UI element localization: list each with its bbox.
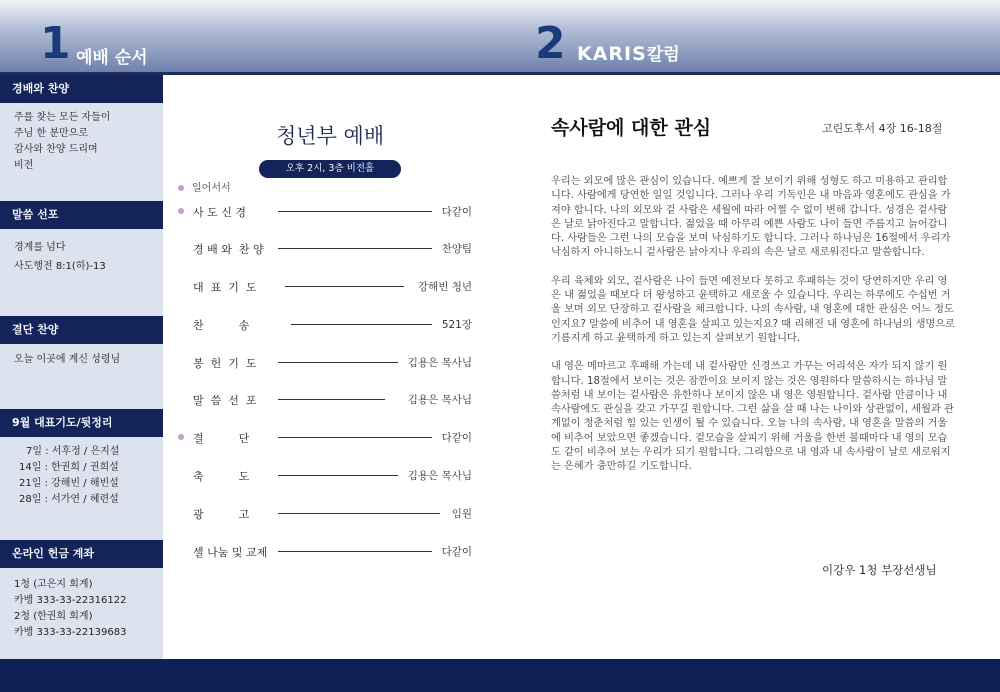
order-leader-line — [278, 513, 440, 514]
list-item: 카뱅 333-33-22316122 — [14, 595, 127, 606]
service-time-badge: 오후 2시, 3층 비전홀 — [259, 160, 401, 178]
list-item: 경계를 넘다 — [14, 242, 66, 253]
bullet-icon — [178, 208, 184, 214]
sidebar-decision-list — [14, 352, 120, 368]
bullet-icon — [178, 185, 184, 191]
footer-band — [0, 659, 1000, 692]
order-leader: 다같이 — [441, 432, 472, 444]
section-1-title: 예배 순서 — [76, 48, 148, 68]
order-leader-line — [278, 362, 398, 363]
order-label: 말 씀 선 포 — [193, 394, 257, 407]
order-label: 결 단 — [193, 432, 250, 445]
order-label: 경 배 와 찬 양 — [193, 243, 264, 256]
sidebar-praise-list — [14, 110, 110, 174]
sidebar-heading-praise: 경배와 찬양 — [0, 75, 163, 103]
list-item: 비전 — [14, 160, 34, 171]
column-paragraph: 우리는 외모에 많은 관심이 있습니다. 예쁘게 잘 보이기 위해 성형도 하고 미용하고 관리합니다. 사람에게 당연한 일일 것입니다. 그러나 우리 기독인은 내 마음과 영혼에도 관심을 가져야 합니다. 나의 외모와 겉 사람은 세월에 따라 어쩔 수 없이 변해 갑니다. 성경은 겉사람은 날로 낡아진다고 말합니다. 젊었을 때 아무리 예쁜 사람도 나이 들면 주름지고 늙어갑니다. 사람들은 그런 나의 모습을 보며 낙심하기도 합니다. 그러나 하나님은 16절에서 우리가 낙심하지 아니하노니 겉사람은 낡아지나 우리의 속은 날로 새로워진다고 말씀합니다. — [551, 176, 951, 259]
order-label: 사 도 신 경 — [193, 206, 246, 219]
list-item: 카뱅 333-33-22139683 — [14, 627, 127, 638]
order-leader: 다같이 — [441, 206, 472, 218]
sidebar-offering-list — [14, 577, 126, 641]
section-2-title — [577, 40, 680, 65]
column-body — [551, 175, 956, 489]
order-leader: 찬양팀 — [441, 243, 472, 255]
column-author: 이강우 1청 부장선생님 — [822, 563, 937, 577]
list-item: 28일 : 서가연 / 혜련설 — [19, 494, 119, 505]
order-leader: 다같이 — [441, 546, 472, 558]
order-label: 대 표 기 도 — [193, 281, 257, 294]
column-paragraph: 우리 육체와 외모, 겉사람은 나이 들면 예전보다 못하고 후패하는 것이 당연하지만 우리 영은 내 젊었을 때보다 더 왕성하고 윤택하고 새로울 수 있습니다. 우리는 하루에도 수십번 거울 보며 외모 단장하고 겉사람을 체크합니다. 나의 속사람, 내 영혼에 대한 관심은 어느 정도인지요? 말씀에 비추어 내 영혼을 살피고 있는지요? 때 리해진 내 영혼에 하나님의 생명으로 기름지게 하고 윤택하게 하고 있는지 살펴보기 원합니다. — [551, 275, 955, 344]
section-1-number: 1 — [40, 18, 71, 69]
order-leader: 임원 — [451, 508, 472, 520]
order-label: 축 도 — [193, 470, 250, 483]
sidebar-heading-decision: 결단 찬양 — [0, 316, 163, 344]
section-2-number: 2 — [535, 18, 566, 69]
stand-note — [178, 179, 231, 194]
bullet-icon — [178, 434, 184, 440]
list-item: 7일 : 서후정 / 은지설 — [26, 446, 120, 457]
section-2-title-ko: 칼럼 — [646, 45, 680, 65]
order-leader-line — [278, 551, 432, 552]
column-reference: 고린도후서 4장 16-18절 — [822, 122, 943, 135]
order-leader-line — [278, 475, 398, 476]
column-title: 속사람에 대한 관심 — [551, 117, 712, 139]
list-item: 사도행전 8:1(하)-13 — [14, 261, 106, 272]
sidebar-heading-prayer: 9월 대표기도/뒷정리 — [0, 409, 163, 437]
order-leader: 521장 — [441, 319, 472, 331]
sidebar-heading-word: 말씀 선포 — [0, 201, 163, 229]
list-item: 오늘 이곳에 계신 성령님 — [14, 354, 121, 365]
sidebar-prayer-list — [16, 444, 119, 508]
list-item: 1청 (고은지 회계) — [14, 579, 93, 590]
order-leader: 김용은 목사님 — [407, 357, 472, 369]
section-2-title-en: KARIS — [577, 43, 647, 65]
order-leader-line — [285, 286, 404, 287]
list-item: 감사와 찬양 드리며 — [14, 144, 98, 155]
list-item: 21일 : 강해빈 / 해빈설 — [19, 478, 119, 489]
column-paragraph: 내 영은 메마르고 후패해 가는데 내 겉사람만 신경쓰고 가꾸는 어리석은 자가 되지 않기 원합니다. 18절에서 보이는 것은 잠깐이요 보이지 않는 것은 영원하다 말씀하시는 하나님 말씀처럼 내 보이는 겉사람은 유한하나 보이지 않은 내 영은 영원합니다. 겉사람 만큼이나 내 속사람에도 관심을 갖고 가꾸길 원합니다. 그런 삶을 살 때 나는 나이와 상관없이, 세월과 관계없이 청춘처럼 힘 있는 인생이 될 수 있습니다. 오늘 나의 속사람, 내 영혼을 말씀의 거울에 비추어 보았으면 좋겠습니다. 겉모습을 살피기 위해 거울을 한번 볼때마다 내 영의 모습도 같이 비추어 보는 우리가 되기 원합니다. 그리함으로 내 영과 내 속사람이 날로 새로워지는 은혜가 충만하길 기도합니다. — [551, 361, 954, 473]
order-leader-line — [278, 437, 432, 438]
order-label: 찬 송 — [193, 319, 250, 332]
list-item: 주를 찾는 모든 자들이 — [14, 112, 111, 123]
stand-note-text: 일어서서 — [192, 183, 231, 194]
order-leader-line — [278, 211, 432, 212]
service-title: 청년부 예배 — [276, 124, 385, 148]
sidebar-word-list — [14, 238, 106, 276]
header-band — [0, 0, 1000, 72]
order-label: 봉 헌 기 도 — [193, 357, 257, 370]
order-leader-line — [278, 399, 385, 400]
order-leader-line — [278, 248, 432, 249]
list-item: 2청 (한권희 회계) — [14, 611, 93, 622]
order-leader-line — [291, 324, 432, 325]
order-leader: 김용은 목사님 — [407, 470, 472, 482]
order-leader: 강해빈 청년 — [417, 281, 472, 293]
order-label: 셀 나눔 및 교제 — [193, 546, 268, 559]
list-item: 14일 : 한권희 / 권희설 — [19, 462, 119, 473]
list-item: 주님 한 분만으로 — [14, 128, 88, 139]
order-leader: 김용은 목사님 — [407, 394, 472, 406]
order-label: 광 고 — [193, 508, 250, 521]
sidebar-heading-offering: 온라인 헌금 계좌 — [0, 540, 163, 568]
